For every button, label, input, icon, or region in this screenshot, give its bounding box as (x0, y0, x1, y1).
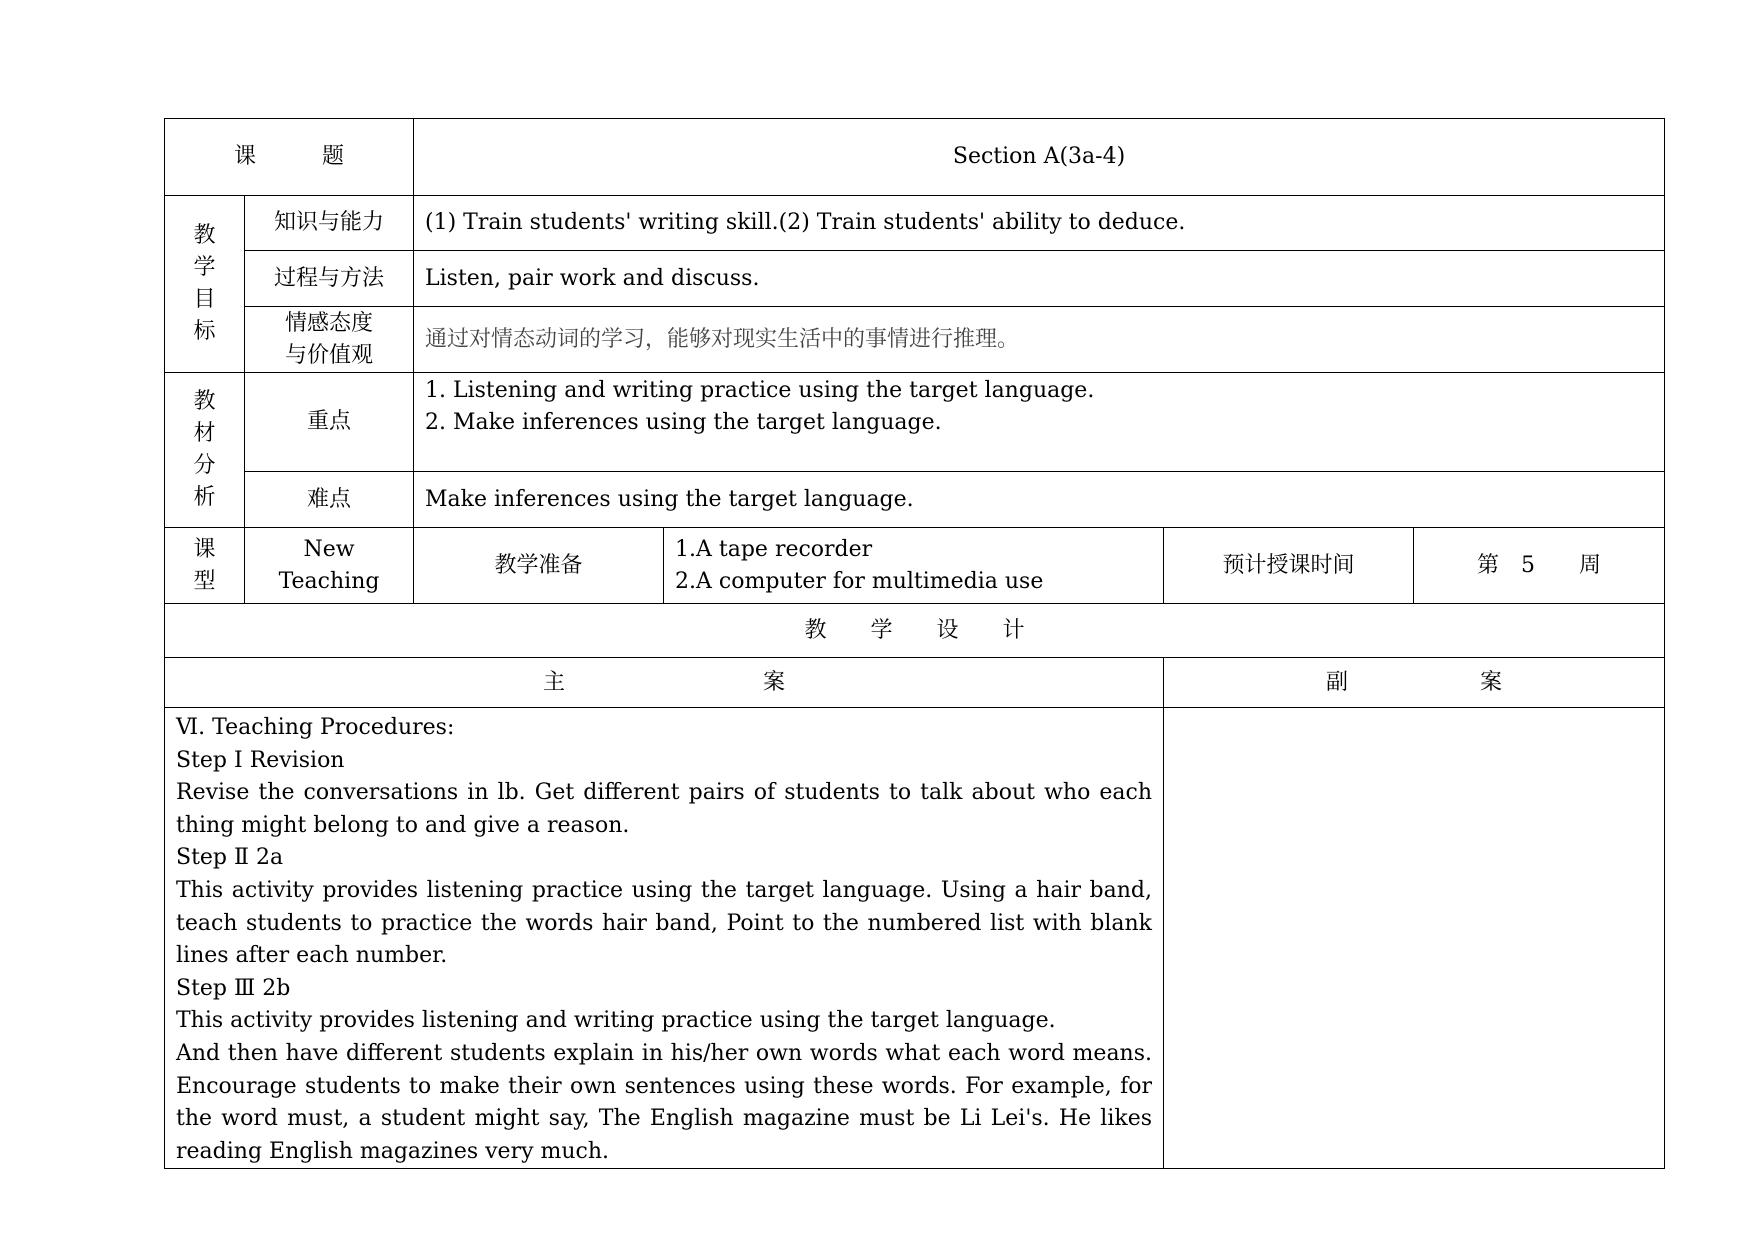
prep-item: 2.A computer for multimedia use (675, 568, 1044, 594)
procedure-text: Revise the conversations in lb. Get different pairs of students to talk about who each thing might belong to and give a reason. (176, 780, 1153, 838)
procedure-text: And then have different students explain in his/her own words what each word means. Encourage students to make their own sentences using these words. For example, for the word must, a student might say, The English magazine must be Li Lei's. He likes reading English magazines very much. (176, 1040, 1153, 1164)
procedures-row (165, 708, 1665, 1169)
analysis-group-label: 教 材 分 析 (165, 373, 245, 528)
objective-row (165, 251, 1665, 307)
topic-value: Section A(3a-4) (414, 119, 1665, 196)
key-point-label: 重点 (245, 373, 414, 472)
objective-label: 过程与方法 (245, 251, 414, 307)
lesson-plan-table (164, 118, 1665, 1169)
objective-value: Listen, pair work and discuss. (414, 251, 1665, 307)
procedure-text: This activity provides listening practice using the target language. Using a hair band, teach students to practice the words hair band, Point to the numbered list with blank lines after each number. (176, 877, 1153, 969)
prep-value (664, 528, 1164, 604)
objectives-group-label: 教 学 目 标 (165, 196, 245, 373)
side-plan-content (1164, 708, 1665, 1169)
procedure-step: Step I Revision (176, 747, 345, 773)
prep-label: 教学准备 (414, 528, 664, 604)
key-point-row (165, 373, 1665, 472)
key-point-value (414, 373, 1665, 472)
objective-label: 知识与能力 (245, 196, 414, 251)
objective-value: (1) Train students' writing skill.(2) Train students' ability to deduce. (414, 196, 1665, 251)
difficulty-value: Make inferences using the target language. (414, 472, 1665, 528)
lesson-type-label: 课 型 (165, 528, 245, 604)
procedure-heading: Ⅵ. Teaching Procedures: (176, 715, 455, 740)
week-value: 第 5 周 (1414, 528, 1665, 604)
main-plan-label: 主 案 (165, 658, 1164, 708)
objective-value: 通过对情态动词的学习，能够对现实生活中的事情进行推理。 (414, 307, 1665, 373)
procedure-step: Step Ⅲ 2b (176, 975, 291, 1001)
planned-time-label: 预计授课时间 (1164, 528, 1414, 604)
objective-label: 情感态度 与价值观 (245, 307, 414, 373)
lesson-type-value: New Teaching (245, 528, 414, 604)
prep-item: 1.A tape recorder (675, 536, 873, 562)
objective-row (165, 196, 1665, 251)
difficulty-row (165, 472, 1665, 528)
procedure-text: This activity provides listening and writing practice using the target language. (176, 1008, 1056, 1034)
key-point-line: 2. Make inferences using the target language. (425, 410, 942, 435)
key-point-line: 1. Listening and writing practice using the target language. (425, 378, 1095, 403)
procedure-step: Step Ⅱ 2a (176, 845, 284, 871)
design-title: 教 学 设 计 (165, 604, 1665, 658)
lesson-type-row (165, 528, 1665, 604)
design-title-row (165, 604, 1665, 658)
plan-columns-row (165, 658, 1665, 708)
topic-label: 课 题 (165, 119, 414, 196)
topic-row (165, 119, 1665, 196)
difficulty-label: 难点 (245, 472, 414, 528)
main-plan-content (165, 708, 1164, 1169)
objective-row (165, 307, 1665, 373)
side-plan-label: 副 案 (1164, 658, 1665, 708)
